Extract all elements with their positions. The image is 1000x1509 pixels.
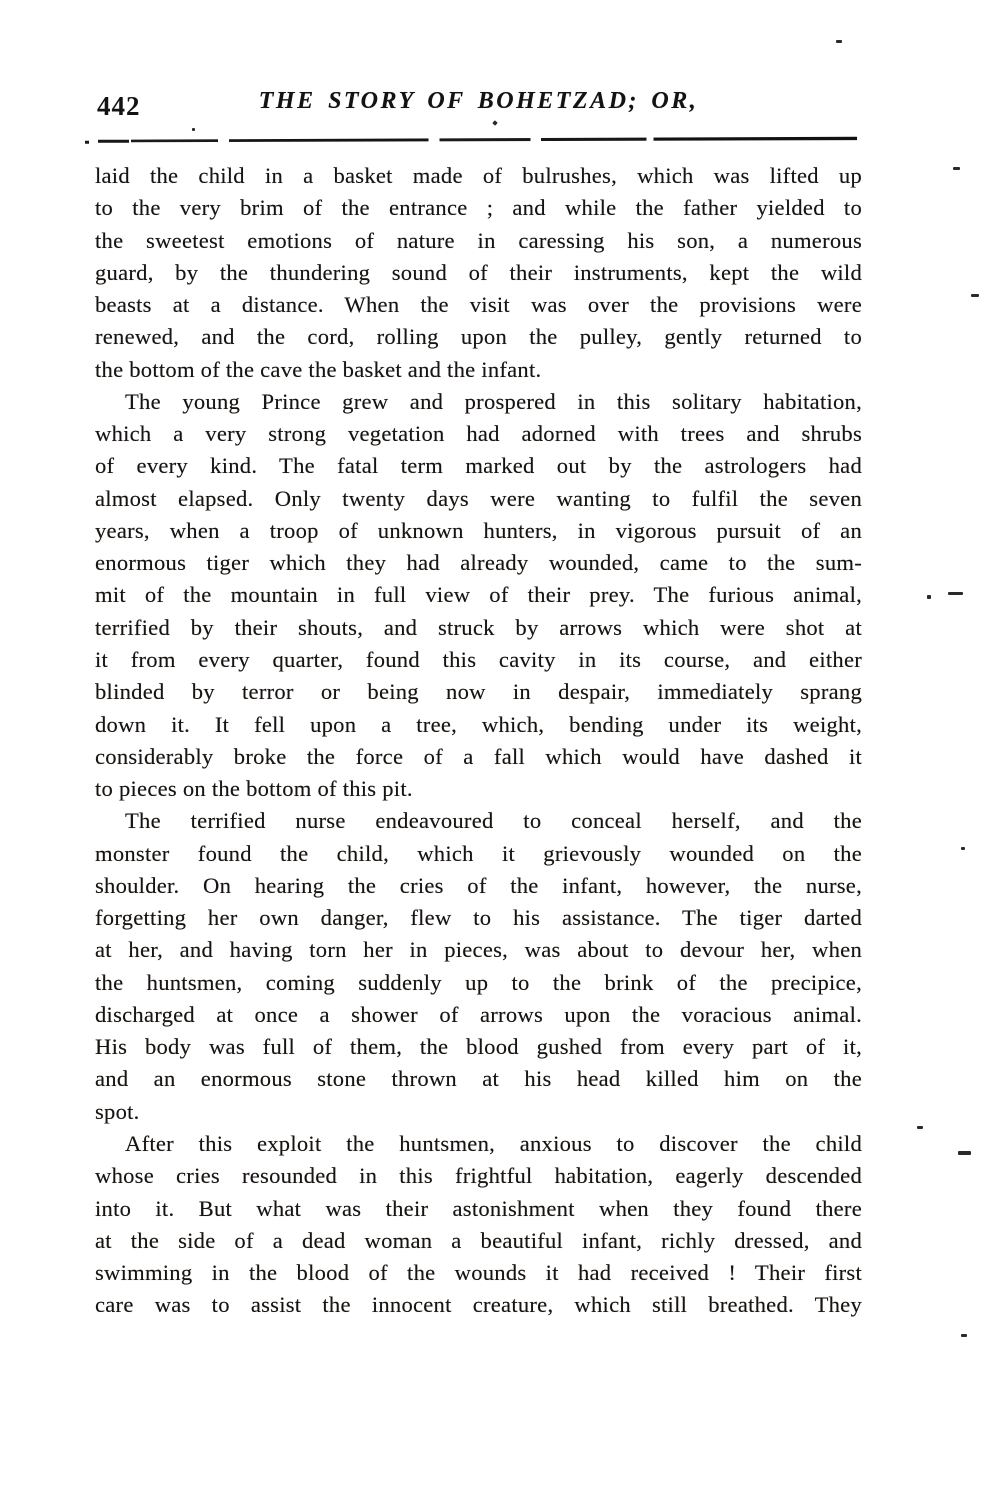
text-line: guard, by the thundering sound of their instruments, kept the wild <box>95 259 862 285</box>
scan-speck <box>192 128 195 131</box>
text-line: enormous tiger which they had already wounded, came to the sum- <box>95 550 862 576</box>
text-line: which a very strong vegetation had adorned with trees and shrubs <box>95 421 862 447</box>
text-line: After this exploit the huntsmen, anxious to discover the child <box>125 1130 862 1156</box>
scan-speck <box>971 294 979 297</box>
text-line: the sweetest emotions of nature in caressing his son, a numerous <box>95 227 862 253</box>
paragraph <box>95 805 862 1128</box>
text-line: renewed, and the cord, rolling upon the pulley, gently returned to <box>95 324 862 350</box>
paragraph <box>95 386 862 805</box>
text-line: and an enormous stone thrown at his head killed him on the <box>95 1066 862 1092</box>
scan-speck <box>917 1126 923 1129</box>
paragraph <box>95 1128 862 1322</box>
text-line: at the side of a dead woman a beautiful infant, richly dressed, and <box>95 1227 862 1253</box>
text-line: the bottom of the cave the basket and the infant. <box>95 356 542 382</box>
text-line: swimming in the blood of the wounds it had received ! Their first <box>95 1260 862 1286</box>
text-line: mit of the mountain in full view of their prey. The furious animal, <box>95 582 862 608</box>
text-line: it from every quarter, found this cavity in its course, and either <box>95 646 862 672</box>
text-line: to pieces on the bottom of this pit. <box>95 776 413 802</box>
running-header <box>95 88 862 124</box>
text-line: care was to assist the innocent creature, which still breathed. They <box>95 1292 862 1318</box>
page-body <box>95 160 862 1322</box>
text-line: shoulder. On hearing the cries of the infant, however, the nurse, <box>95 872 862 898</box>
page-number: 442 <box>97 91 141 121</box>
rule-line <box>131 136 857 143</box>
text-line: The young Prince grew and prospered in this solitary habitation, <box>125 388 862 414</box>
paragraph <box>95 160 862 386</box>
text-line: forgetting her own danger, flew to his assistance. The tiger darted <box>95 905 862 931</box>
text-line: discharged at once a shower of arrows upon the voracious animal. <box>95 1001 862 1027</box>
scan-speck <box>958 1151 971 1155</box>
text-line: years, when a troop of unknown hunters, in vigorous pursuit of an <box>95 517 862 543</box>
text-line: whose cries resounded in this frightful habitation, eagerly descended <box>95 1163 862 1189</box>
text-line: terrified by their shouts, and struck by arrows which were shot at <box>95 614 862 640</box>
text-line: to the very brim of the entrance ; and while the father yielded to <box>95 195 862 221</box>
scan-speck <box>948 592 963 595</box>
text-line: considerably broke the force of a fall which would have dashed it <box>95 743 862 769</box>
text-line: the huntsmen, coming suddenly up to the brink of the precipice, <box>95 969 862 995</box>
rule-dash <box>98 140 129 143</box>
scan-speck <box>961 847 965 850</box>
text-line: into it. But what was their astonishment when they found there <box>95 1195 862 1221</box>
text-line: The terrified nurse endeavoured to conceal herself, and the <box>125 808 862 834</box>
running-header-title: THE STORY OF BOHETZAD; OR, <box>258 88 699 114</box>
text-line: blinded by terror or being now in despair, immediately sprang <box>95 679 862 705</box>
scan-speck <box>836 40 842 43</box>
text-line: monster found the child, which it grievously wounded on the <box>95 840 862 866</box>
text-line: at her, and having torn her in pieces, was about to devour her, when <box>95 937 862 963</box>
text-line: beasts at a distance. When the visit was over the provisions were <box>95 292 862 318</box>
header-rule <box>85 135 857 145</box>
scan-speck <box>961 1334 967 1337</box>
text-line: down it. It fell upon a tree, which, bending under its weight, <box>95 711 862 737</box>
text-line: His body was full of them, the blood gushed from every part of it, <box>95 1034 862 1060</box>
text-line: almost elapsed. Only twenty days were wanting to fulfil the seven <box>95 485 862 511</box>
text-line: of every kind. The fatal term marked out by the astrologers had <box>95 453 862 479</box>
text-line: laid the child in a basket made of bulrushes, which was lifted up <box>95 163 862 188</box>
scan-speck <box>953 167 960 170</box>
rule-dot <box>85 141 89 144</box>
text-line: spot. <box>95 1098 140 1124</box>
scan-speck <box>927 595 931 599</box>
